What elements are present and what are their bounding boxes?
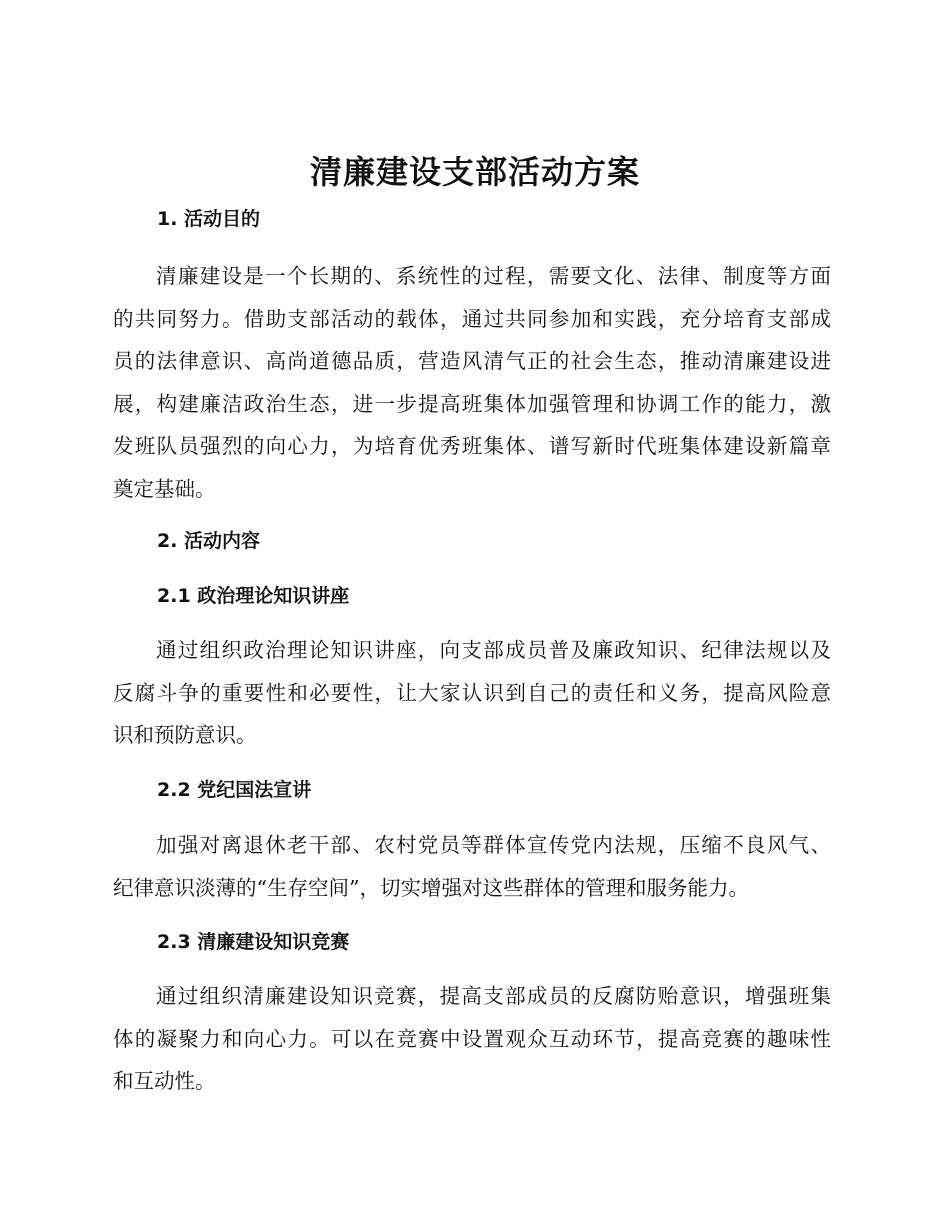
paragraph-line: 通过组织清廉建设知识竞赛，提高支部成员的反腐防贻意识，增强班集: [156, 984, 831, 1008]
paragraph-line: 的共同努力。借助支部活动的载体，通过共同参加和实践，充分培育支部成: [113, 306, 831, 331]
paragraph-lecture: [113, 629, 831, 757]
section-heading-purpose: 1. 活动目的: [157, 208, 261, 230]
paragraph-line: 奠定基础。: [113, 476, 216, 501]
paragraph-line: 加强对离退休老干部、农村党员等群体宣传党内法规，压缩不良风气、: [156, 833, 831, 857]
paragraph-line: 识和预防意识。: [113, 723, 257, 747]
section-heading-content: 2. 活动内容: [157, 530, 261, 552]
paragraph-line: 通过组织政治理论知识讲座，向支部成员普及廉政知识、纪律法规以及: [156, 638, 831, 662]
paragraph-line: 体的凝聚力和向心力。可以在竞赛中设置观众互动环节，提高竞赛的趣味性: [113, 1026, 831, 1051]
paragraph-purpose: [113, 255, 831, 510]
paragraph-line: 纪律意识淡薄的“生存空间”，切实增强对这些群体的管理和服务能力。: [113, 875, 749, 900]
paragraph-line: 反腐斗争的重要性和必要性，让大家认识到自己的责任和义务，提高风险意: [113, 680, 831, 705]
section-heading-quiz: 2.3 清廉建设知识竞赛: [157, 931, 350, 953]
paragraph-quiz: [113, 975, 831, 1103]
paragraph-line: 员的法律意识、高尚道德品质，营造风清气正的社会生态，推动清廉建设进: [113, 349, 831, 373]
section-heading-lecture: 2.1 政治理论知识讲座: [157, 585, 350, 607]
section-heading-law-promotion: 2.2 党纪国法宣讲: [157, 779, 312, 801]
paragraph-line: 清廉建设是一个长期的、系统性的过程，需要文化、法律、制度等方面: [156, 264, 831, 288]
document-title: 清廉建设支部活动方案: [309, 153, 640, 191]
paragraph-line: 和互动性。: [113, 1069, 216, 1093]
paragraph-line: 发班队员强烈的向心力，为培育优秀班集体、谱写新时代班集体建设新篇章: [113, 434, 831, 458]
paragraph-law-promotion: [113, 824, 831, 909]
paragraph-line: 展，构建廉洁政治生态，进一步提高班集体加强管理和协调工作的能力，激: [113, 391, 831, 416]
